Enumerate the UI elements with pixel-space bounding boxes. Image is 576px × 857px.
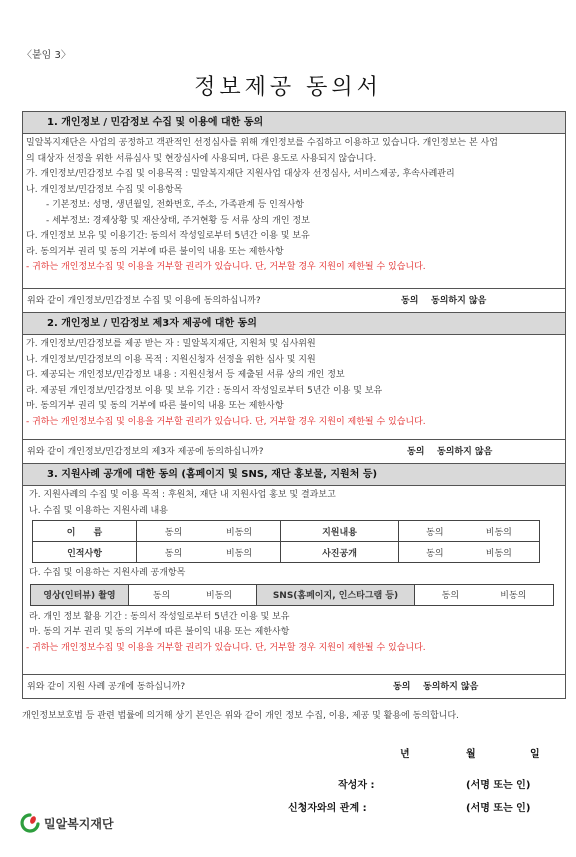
section-1-line: - 세부정보: 경제상황 및 재산상태, 주거현황 등 서류 상의 개인 정보 [46, 215, 310, 226]
photo-disclosure-label: 사진공개 [281, 542, 399, 563]
logo-text: 밀알복지재단 [44, 816, 114, 831]
section-3-heading: 3. 지원사례 공개에 대한 동의 (홈페이지 및 SNS, 재단 홍보물, 지원처 등) [23, 464, 565, 486]
personal-disagree-option[interactable]: 비동의 [226, 548, 253, 559]
section-1-disagree-option[interactable]: 동의하지 않음 [431, 296, 487, 306]
section-1-line: 다. 개인정보 보유 및 이용기간: 동의서 작성일로부터 5년간 이용 및 보유 [26, 231, 310, 241]
section-2-agree-option[interactable]: 동의 [407, 447, 425, 457]
foundation-logo [20, 813, 114, 833]
name-label: 이 름 [33, 521, 137, 542]
section-2 [22, 312, 566, 464]
day-label: 일 [530, 749, 540, 760]
document-title: 정보제공 동의서 [194, 75, 382, 100]
section-1-heading: 1. 개인정보 / 민감정보 수집 및 이용에 대한 동의 [23, 112, 565, 134]
support-content-label: 지원내용 [281, 521, 399, 542]
section-2-line: 다. 제공되는 개인정보/민감정보 내용 : 지원신청서 등 제출된 서류 상의 개인 정보 [26, 370, 345, 380]
sns-consent-cell [415, 584, 554, 605]
sns-agree-option[interactable]: 동의 [441, 591, 460, 601]
section-1-consent-row [23, 288, 565, 312]
section-3 [22, 463, 566, 699]
section-2-line: 나. 개인정보/민감정보의 이용 목적 : 지원신청자 선정을 위한 심사 및 지원 [26, 354, 316, 365]
section-1-line: 나. 개인정보/민감정보 수집 및 이용항목 [26, 184, 183, 195]
section-1-line: 가. 개인정보/민감정보 수집 및 이용목적 : 밀알복지재단 지원사업 대상자 선정심사, 서비스제공, 후속사례관리 [26, 169, 455, 179]
section-2-question: 위와 같이 개인정보/민감정보의 제3자 제공에 동의하십니까? [27, 447, 264, 457]
personal-agree-option[interactable]: 동의 [164, 548, 183, 559]
name-disagree-option[interactable]: 비동의 [226, 527, 253, 538]
personal-consent-cell [137, 542, 281, 563]
section-2-line: 마. 동의거부 권리 및 동의 거부에 따른 불이익 내용 또는 제한사항 [26, 401, 284, 411]
logo-mark-icon [20, 813, 40, 833]
support-consent-cell [399, 521, 540, 542]
section-3-line: 마. 동의 거부 권리 및 동의 거부에 따른 불이익 내용 또는 제한사항 [29, 627, 290, 637]
writer-signature-field[interactable]: (서명 또는 인) [466, 780, 531, 791]
writer-label: 작성자 : [338, 780, 375, 791]
section-3-warning: - 귀하는 개인정보수집 및 이용을 거부할 권리가 있습니다. 단, 거부할 경우 지원이 제한될 수 있습니다. [26, 642, 426, 653]
video-consent-cell [129, 584, 257, 605]
section-3-agree-option[interactable]: 동의 [393, 682, 411, 692]
relation-label: 신청자와의 관계 : [288, 803, 367, 814]
section-3-disagree-option[interactable]: 동의하지 않음 [423, 682, 479, 692]
consent-statement: 개인정보보호법 등 관련 법률에 의거해 상기 본인은 위와 같이 개인 정보 수집, 이용, 제공 및 활용에 동의합니다. [22, 711, 459, 721]
video-disagree-option[interactable]: 비동의 [206, 591, 233, 601]
sns-label: SNS(홈페이지, 인스타그램 등) [257, 584, 415, 605]
video-agree-option[interactable]: 동의 [152, 591, 171, 601]
personal-info-label: 인적사항 [33, 542, 137, 563]
case-content-table [32, 520, 540, 563]
year-label: 년 [400, 749, 410, 760]
month-label: 월 [466, 749, 476, 760]
section-1 [22, 111, 566, 313]
section-3-question: 위와 같이 지원 사례 공개에 동하십니까? [27, 682, 186, 692]
section-3-line: 나. 수집 및 이용하는 지원사례 내용 [29, 505, 168, 516]
photo-consent-cell [399, 542, 540, 563]
video-interview-label: 영상(인터뷰) 촬영 [31, 584, 129, 605]
relation-signature-field[interactable]: (서명 또는 인) [466, 803, 531, 814]
photo-agree-option[interactable]: 동의 [426, 548, 444, 559]
support-disagree-option[interactable]: 비동의 [485, 527, 512, 538]
support-agree-option[interactable]: 동의 [426, 527, 444, 538]
name-agree-option[interactable]: 동의 [164, 527, 183, 538]
name-consent-cell [137, 521, 281, 542]
section-2-warning: - 귀하는 개인정보수집 및 이용을 거부할 권리가 있습니다. 단, 거부할 경우 지원이 제한될 수 있습니다. [26, 416, 426, 427]
section-1-question: 위와 같이 개인정보/민감정보 수집 및 이용에 동의하십니까? [27, 296, 261, 306]
section-3-line: 다. 수집 및 이용하는 지원사례 공개항목 [29, 568, 186, 578]
section-1-line: 의 대상자 선정을 위한 서류심사 및 현장심사에 사용되며, 다른 용도로 사용되지 않습니다. [26, 153, 377, 164]
section-2-line: 라. 제공된 개인정보/민감정보 이용 및 보유 기간 : 동의서 작성일로부터 5년간 이용 및 보유 [26, 385, 383, 396]
section-3-line: 가. 지원사례의 수집 및 이용 목적 : 후원처, 재단 내 지원사업 홍보 및 결과보고 [29, 490, 336, 500]
section-1-agree-option[interactable]: 동의 [401, 296, 419, 306]
disclosure-items-table [30, 584, 554, 606]
section-2-disagree-option[interactable]: 동의하지 않음 [437, 447, 493, 457]
section-1-line: 라. 동의거부 권리 및 동의 거부에 따른 불이익 내용 또는 제한사항 [26, 246, 284, 257]
section-3-consent-row [23, 674, 565, 698]
section-2-line: 가. 개인정보/민감정보를 제공 받는 자 : 밀알복지재단, 지원처 및 심사위원 [26, 339, 316, 349]
section-3-line: 라. 개인 정보 활용 기간 : 동의서 작성일로부터 5년간 이용 및 보유 [29, 611, 290, 622]
sns-disagree-option[interactable]: 비동의 [500, 591, 527, 601]
section-1-line: - 기본정보: 성명, 생년월일, 전화번호, 주소, 가족관계 등 인적사항 [46, 200, 304, 210]
section-1-warning: - 귀하는 개인정보수집 및 이용을 거부할 권리가 있습니다. 단, 거부할 경우 지원이 제한될 수 있습니다. [26, 262, 426, 272]
section-1-line: 밀알복지재단은 사업의 공정하고 객관적인 선정심사를 위해 개인정보를 수집하고 이용하고 있습니다. 개인정보는 본 사업 [26, 138, 498, 148]
section-2-consent-row [23, 439, 565, 463]
attachment-label: 〈붙임 3〉 [22, 50, 71, 61]
photo-disagree-option[interactable]: 비동의 [485, 548, 512, 559]
section-2-heading: 2. 개인정보 / 민감정보 제3자 제공에 대한 동의 [23, 313, 565, 335]
